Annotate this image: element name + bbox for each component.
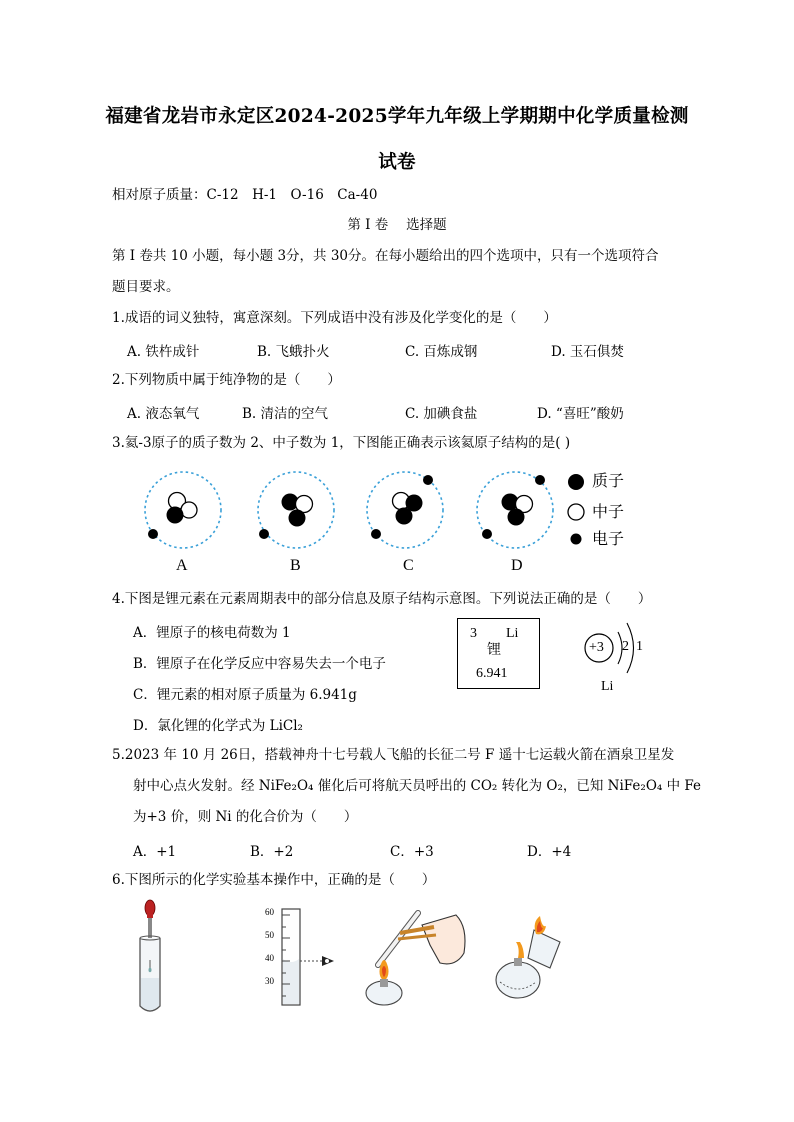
q5-option-c[interactable]: C．+3 xyxy=(390,844,434,860)
q3-stem: 3.氦-3原子的质子数为 2、中子数为 1，下图能正确表示该氦原子结构的是( ) xyxy=(112,435,571,451)
shell1-electrons: 2 xyxy=(622,639,629,654)
q1-option-a[interactable]: A. 铁杵成针 xyxy=(127,344,200,360)
atomic-number: 3 xyxy=(470,626,477,641)
q4-option-c[interactable]: C．锂元素的相对原子质量为 6.941g xyxy=(133,687,357,703)
shell2-electrons: 1 xyxy=(636,639,643,654)
diagram-label-a[interactable]: A xyxy=(176,557,188,574)
alcohol-lamp-image[interactable] xyxy=(490,912,570,1012)
exam-title-line1: 福建省龙岩市永定区2024-2025学年九年级上学期期中化学质量检测 xyxy=(105,106,689,127)
nucleus-charge: +3 xyxy=(589,640,604,655)
q5-option-a[interactable]: A．+1 xyxy=(133,844,177,860)
q2-option-c[interactable]: C. 加碘食盐 xyxy=(405,406,478,422)
atomic-mass-note: 相对原子质量：C-12 H-1 O-16 Ca-40 xyxy=(112,187,378,203)
q2-option-d[interactable]: D. “喜旺”酸奶 xyxy=(537,406,624,422)
heating-test-tube-image[interactable] xyxy=(360,905,470,1010)
legend-neutron: 中子 xyxy=(592,502,625,521)
atom-diagram-b xyxy=(258,472,334,548)
legend-proton: 质子 xyxy=(592,471,625,490)
q2-option-a[interactable]: A. 液态氧气 xyxy=(127,406,200,422)
q5-option-d[interactable]: D．+4 xyxy=(527,844,572,860)
q5-line3: 为+3 价，则 Ni 的化合价为（ ） xyxy=(133,809,358,825)
exam-title-line2: 试卷 xyxy=(378,152,416,173)
element-symbol: Li xyxy=(506,626,519,641)
legend-electron: 电子 xyxy=(592,529,625,548)
instructions-line2: 题目要求。 xyxy=(112,279,180,295)
section-title: 第 I 卷 选择题 xyxy=(347,217,447,233)
cylinder-mark-60: 60 xyxy=(265,907,274,917)
q5-line1: 5.2023 年 10 月 26日，搭载神舟十七号载人飞船的长征二号 F 遥十七运载火箭在酒泉卫星发 xyxy=(112,747,675,763)
atomic-mass: 6.941 xyxy=(476,666,508,681)
q4-option-a[interactable]: A．锂原子的核电荷数为 1 xyxy=(133,625,291,641)
q1-option-d[interactable]: D. 玉石俱焚 xyxy=(551,344,624,360)
q4-option-b[interactable]: B．锂原子在化学反应中容易失去一个电子 xyxy=(133,656,386,672)
q5-line2: 射中心点火发射。经 NiFe₂O₄ 催化后可将航天员呼出的 CO₂ 转化为 O₂，已知 NiFe₂O₄ 中 Fe xyxy=(133,778,702,794)
q2-option-b[interactable]: B. 清洁的空气 xyxy=(242,406,329,422)
element-name: 锂 xyxy=(487,642,501,658)
atom-diagram-a xyxy=(145,472,221,548)
q4-option-d[interactable]: D．氯化锂的化学式为 LiCl₂ xyxy=(133,718,303,734)
q1-option-b[interactable]: B. 飞蛾扑火 xyxy=(257,344,330,360)
dropper-test-tube-image[interactable] xyxy=(130,898,170,1018)
diagram-label-d[interactable]: D xyxy=(511,557,523,574)
q2-stem: 2.下列物质中属于纯净物的是（ ） xyxy=(112,372,341,388)
q1-stem: 1.成语的词义独特，寓意深刻。下列成语中没有涉及化学变化的是（ ） xyxy=(112,310,557,326)
diagram-label-b[interactable]: B xyxy=(290,557,301,574)
atom-diagram-d xyxy=(477,472,553,548)
atom-label: Li xyxy=(601,679,614,694)
diagram-label-c[interactable]: C xyxy=(403,557,414,574)
instructions-line1: 第 I 卷共 10 小题，每小题 3分，共 30分。在每小题给出的四个选项中，只有一个选项符合 xyxy=(112,248,659,264)
q5-option-b[interactable]: B．+2 xyxy=(250,844,294,860)
q1-option-c[interactable]: C. 百炼成钢 xyxy=(405,344,478,360)
atom-diagram-c xyxy=(367,472,443,548)
cylinder-mark-30: 30 xyxy=(265,976,274,986)
cylinder-mark-40: 40 xyxy=(265,953,274,963)
q6-stem: 6.下图所示的化学实验基本操作中，正确的是（ ） xyxy=(112,872,436,888)
q4-stem: 4.下图是锂元素在元素周期表中的部分信息及原子结构示意图。下列说法正确的是（ ） xyxy=(112,591,652,607)
cylinder-mark-50: 50 xyxy=(265,930,274,940)
lithium-element-card xyxy=(457,618,540,689)
